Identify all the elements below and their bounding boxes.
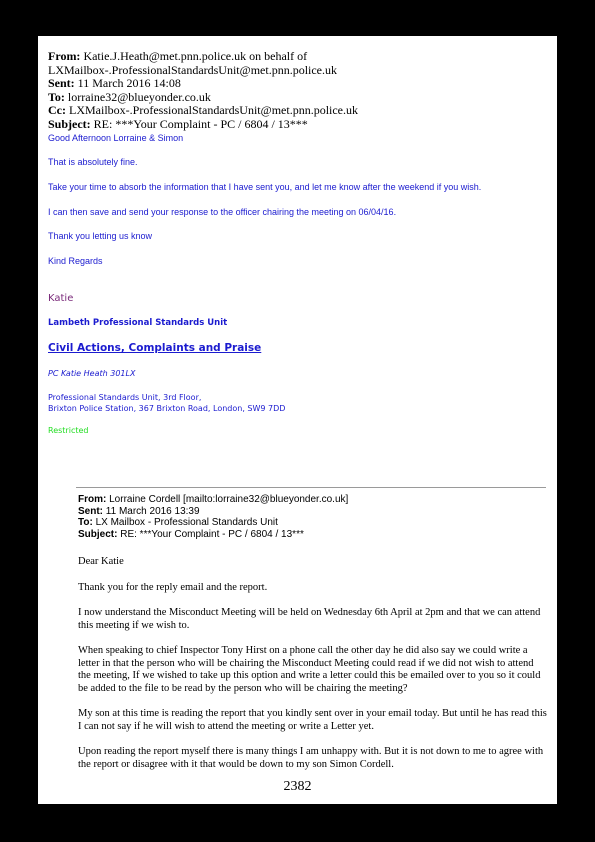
reply-paragraph: That is absolutely fine. [48, 157, 138, 167]
from-line-2: LXMailbox-.ProfessionalStandardsUnit@met.pnn.police.uk [48, 62, 338, 77]
cc-value: LXMailbox-.ProfessionalStandardsUnit@met.pnn.police.uk [69, 103, 359, 117]
sent-value: 11 March 2016 14:08 [77, 76, 181, 90]
quoted-sent-line: Sent: 11 March 2016 13:39 [78, 505, 200, 517]
quoted-subject-line: Subject: RE: ***Your Complaint - PC / 6804 / 13*** [78, 528, 304, 540]
quoted-paragraph: When speaking to chief Inspector Tony Hirst on a phone call the other day he did also say we could write a letter in that the person who will be chairing the Misconduct Meeting could read if we did not wish to attend the meeting, If we wished to take up this option and write a letter could this be emailed over to you so it could be added to the file to be read by the person who will be chairing the meeting? [78, 645, 541, 694]
quoted-paragraph: I now understand the Misconduct Meeting will be held on Wednesday 6th April at 2pm and that we can attend this meeting if we wish to. [78, 607, 541, 631]
quoted-paragraph: Thank you for the reply email and the report. [78, 582, 268, 593]
reply-greeting: Good Afternoon Lorraine & Simon [48, 133, 184, 143]
to-line: To: lorraine32@blueyonder.co.uk [48, 89, 211, 104]
classification-label: Restricted [48, 426, 89, 435]
civil-actions-link[interactable]: Civil Actions, Complaints and Praise [48, 342, 262, 354]
document-page [38, 36, 557, 804]
reply-paragraph: Take your time to absorb the information that I have sent you, and let me know after the weekend if you wish. [48, 182, 482, 192]
reply-closing: Kind Regards [48, 256, 103, 266]
quoted-header [78, 494, 548, 540]
quoted-paragraph: My son at this time is reading the report that you kindly sent over in your email today. But until he has read this I can not say if he will wish to attend the meeting or write a Letter yet. [78, 708, 547, 732]
from-value: Katie.J.Heath@met.pnn.police.uk on behalf of [83, 49, 308, 63]
quoted-salutation: Dear Katie [78, 556, 124, 567]
quoted-from-line: From: Lorraine Cordell [mailto:lorraine32@blueyonder.co.uk] [78, 494, 349, 505]
quoted-sent-value: 11 March 2016 13:39 [105, 505, 200, 517]
to-value: lorraine32@blueyonder.co.uk [67, 89, 211, 104]
signature-officer: PC Katie Heath 301LX [48, 369, 136, 378]
subject-value: RE: ***Your Complaint - PC / 6804 / 13*** [93, 116, 308, 131]
signature-name: Katie [48, 293, 74, 304]
address-line-1: Professional Standards Unit, 3rd Floor, [48, 393, 202, 402]
from-line: From: Katie.J.Heath@met.pnn.police.uk on behalf of [48, 49, 308, 63]
email-header [48, 50, 548, 131]
cc-line: Cc: LXMailbox-.ProfessionalStandardsUnit@met.pnn.police.uk [48, 103, 359, 117]
page-number: 2382 [283, 779, 312, 794]
quoted-subject-value: RE: ***Your Complaint - PC / 6804 / 13*** [120, 528, 304, 540]
signature-address [48, 392, 548, 414]
reply-paragraph: Thank you letting us know [48, 231, 153, 241]
address-line-2: Brixton Police Station, 367 Brixton Road, London, SW9 7DD [48, 404, 286, 413]
quoted-paragraph: Upon reading the report myself there is many things I am unhappy with. But it is not down to me to agree with the report or disagree with it that would be down to my son Simon Cordell. [78, 746, 544, 770]
sent-line: Sent: 11 March 2016 14:08 [48, 76, 181, 90]
quote-divider [76, 487, 546, 488]
signature-unit: Lambeth Professional Standards Unit [48, 318, 228, 328]
signature-link-wrap [48, 342, 548, 354]
quoted-from-value: Lorraine Cordell [mailto:lorraine32@blueyonder.co.uk] [109, 494, 349, 505]
quoted-to-line: To: LX Mailbox - Professional Standards Unit [78, 517, 278, 528]
subject-line: Subject: RE: ***Your Complaint - PC / 6804 / 13*** [48, 116, 308, 131]
reply-paragraph: I can then save and send your response to the officer chairing the meeting on 06/04/16. [48, 207, 397, 217]
quoted-to-value: LX Mailbox - Professional Standards Unit [95, 517, 278, 528]
